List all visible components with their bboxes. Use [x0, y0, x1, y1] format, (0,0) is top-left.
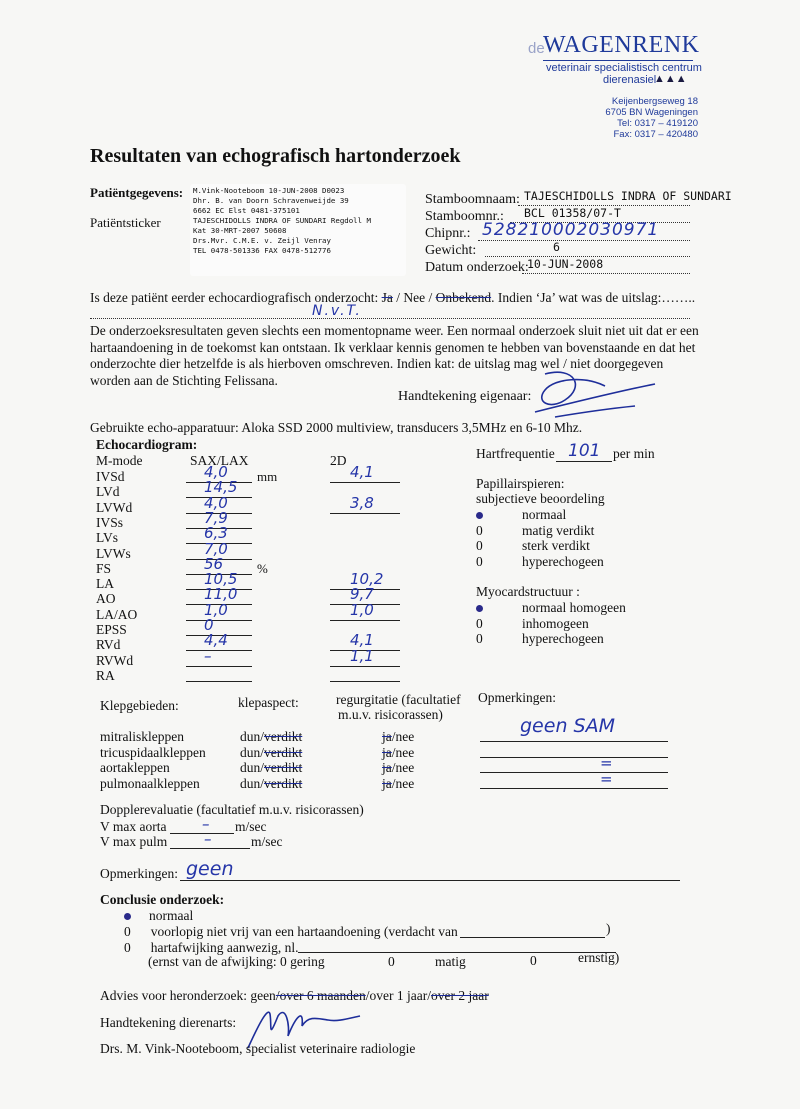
echo-sax-value: 14,5 — [204, 478, 238, 497]
advice-label: Advies voor heronderzoek: — [100, 988, 251, 1003]
echo-row-label: FS — [96, 560, 112, 576]
advice-1j: /over 1 jaar/ — [365, 988, 432, 1003]
disclaimer-line: worden aan de Stichting Felissana. — [90, 372, 278, 388]
prior-option-nee: / Nee / — [392, 290, 436, 305]
col-mmode: M-mode — [96, 453, 143, 468]
echo-row-label: LA/AO — [96, 606, 138, 622]
echo-sax-value: 7,9 — [204, 508, 228, 527]
conclusion-opt2-label: voorlopig niet vrij van een hartaandoening (verdacht van — [150, 924, 458, 939]
radio-zero: 0 — [476, 538, 483, 553]
doppler-aorta-unit: m/sec — [235, 819, 267, 834]
valve-aspect-verdikt: verdikt — [264, 729, 303, 744]
patient-sticker-label: Patiëntsticker — [90, 215, 161, 230]
doppler-aorta-label: V max aorta — [100, 819, 167, 834]
datum-line — [522, 273, 690, 274]
unit-mm: mm — [257, 469, 278, 484]
echo-2d-value: 1,0 — [350, 600, 374, 619]
valve-label: mitraliskleppen — [100, 729, 184, 744]
radio-zero: 0 — [124, 924, 131, 939]
echo-sax-value: 4,0 — [204, 493, 228, 512]
stamboomnaam-value: TAJESCHIDOLLS INDRA OF SUNDARI — [524, 189, 732, 203]
valve-label: aortakleppen — [100, 760, 170, 775]
doppler-pulm-unit: m/sec — [251, 834, 283, 849]
sticker-line: Kat 30-MRT-2007 50608 — [193, 226, 287, 235]
papillary-option: sterk verdikt — [522, 538, 590, 553]
remarks-line — [180, 880, 680, 881]
sticker-line: Drs.Mvr. C.M.E. v. Zeijl Venray — [193, 236, 331, 245]
papillary-option: normaal — [522, 507, 567, 522]
papillary-option: matig verdikt — [522, 522, 595, 538]
valve-reg-ja: ja — [382, 775, 392, 791]
col-sax: SAX/LAX — [190, 453, 249, 468]
echo-2d-value: 3,8 — [350, 493, 374, 512]
valve-aspect — [240, 729, 302, 745]
selected-radio-icon — [124, 913, 131, 920]
myocard-heading: Myocardstructuur : — [476, 584, 580, 599]
echo-sax-value: 10,5 — [204, 570, 238, 589]
echo-2d-value: 10,2 — [350, 570, 384, 589]
echo-row-label: EPSS — [96, 622, 127, 637]
valve-regurgitation — [382, 745, 414, 761]
valve-reg-ja: ja — [382, 760, 392, 775]
logo-address — [600, 96, 698, 140]
conclusion-opt2-line — [460, 937, 605, 938]
logo-underline — [543, 60, 693, 61]
valve-regurgitation — [382, 760, 414, 776]
conclusion-opt1-label: normaal — [149, 908, 194, 923]
radio-zero: 0 — [476, 553, 483, 569]
echo-row-label: IVSd — [96, 469, 125, 484]
echo-2d-line — [330, 666, 400, 667]
echo-row-label: RVd — [96, 637, 121, 653]
valves-col3a: regurgitatie (facultatief — [336, 692, 461, 707]
valve-label: tricuspidaalkleppen — [100, 744, 206, 760]
valves-col1: Klepgebieden: — [100, 698, 179, 713]
prior-option-onbekend: Onbekend — [435, 290, 492, 305]
page-title: Resultaten van echografisch hartonderzoek — [90, 145, 461, 167]
heart-rate-label: Hartfrequentie — [476, 446, 555, 461]
papillary-option: hyperechogeen — [522, 553, 604, 569]
echo-2d-line — [330, 620, 400, 621]
echo-sax-line — [186, 650, 252, 651]
valve-reg-nee: /nee — [391, 729, 415, 744]
disclaimer-line: onderzochte dier hetzelfde is als hierboven omschreven. Indien kat: de uitslag mag wel / niet doorgegeven — [90, 356, 664, 371]
valve-remark: geen SAM — [520, 715, 615, 737]
prior-answer-line — [90, 318, 690, 319]
logo-name: WAGENRENK — [543, 32, 700, 58]
valve-regurgitation — [382, 729, 414, 745]
doppler-pulm-line — [170, 848, 250, 849]
selected-radio-icon — [476, 512, 483, 519]
valve-regurgitation — [382, 776, 414, 792]
valve-remark-line — [480, 772, 668, 773]
echo-2d-line — [330, 681, 400, 682]
valve-reg-nee: /nee — [391, 744, 415, 760]
severity-gering: gering — [290, 954, 325, 969]
gewicht-label: Gewicht: — [425, 243, 477, 258]
valve-aspect-dun: dun/ — [240, 775, 265, 791]
heart-rate-unit: per min — [613, 446, 655, 461]
heart-rate-value: 101 — [568, 441, 601, 461]
owner-signature-label: Handtekening eigenaar: — [398, 389, 532, 404]
echo-2d-value: 4,1 — [350, 463, 374, 481]
echo-heading: Echocardiogram: — [96, 437, 198, 452]
echo-sax-line — [186, 620, 252, 621]
myocard-option: normaal homogeen — [522, 600, 626, 615]
valve-aspect — [240, 760, 302, 776]
echo-sax-line — [186, 666, 252, 667]
echo-row-label: LVs — [96, 530, 119, 546]
echo-row-label: LVWs — [96, 545, 131, 561]
conclusion-opt3-line — [298, 952, 616, 953]
radio-zero: 0 — [476, 631, 483, 646]
conclusion-opt2-close: ) — [606, 921, 611, 936]
valves-col2: klepaspect: — [238, 695, 299, 710]
patient-label: Patiëntgegevens: — [90, 185, 184, 200]
address-line: Fax: 0317 – 420480 — [613, 129, 698, 140]
address-line: Keijenbergseweg 18 — [611, 96, 698, 107]
heart-rate-line — [556, 461, 612, 462]
valve-aspect — [240, 745, 302, 761]
valve-aspect-verdikt: verdikt — [264, 760, 303, 775]
echo-sax-value: 4,0 — [204, 463, 228, 481]
radio-zero: 0 — [476, 615, 483, 631]
echo-2d-line — [330, 482, 400, 483]
echo-row-label: AO — [96, 591, 116, 607]
prior-option-ja: Ja — [381, 290, 393, 305]
sticker-line: M.Vink-Nooteboom 10-JUN-2008 D0023 — [193, 186, 345, 195]
patient-sticker — [190, 184, 406, 276]
doppler-aorta-value: – — [202, 815, 210, 833]
valve-remark-line — [480, 788, 668, 789]
col-2d: 2D — [330, 453, 347, 468]
echo-2d-line — [330, 513, 400, 514]
echo-sax-value: 11,0 — [204, 585, 238, 604]
remarks-value: geen — [186, 858, 234, 880]
valve-label: pulmonaalkleppen — [100, 775, 200, 791]
valve-aspect-verdikt: verdikt — [264, 744, 303, 760]
disclaimer-line: De onderzoeksresultaten geven slechts een momentopname weer. Een normaal onderzoek sluit niet uit dat er een — [90, 323, 699, 338]
severity-zero: 0 — [279, 954, 287, 969]
conclusion-severity — [148, 954, 325, 970]
echo-sax-value: 0 — [204, 616, 214, 634]
sticker-line: TAJESCHIDOLLS INDRA OF SUNDARI Regdoll M — [193, 216, 371, 225]
echo-row-label: LVd — [96, 484, 120, 500]
vet-signature-label: Handtekening dierenarts: — [100, 1015, 237, 1030]
equipment-text: Gebruikte echo-apparatuur: Aloka SSD 2000 multiview, transducers 3,5MHz en 6-10 Mhz. — [90, 420, 583, 435]
conclusion-opt2 — [124, 924, 458, 940]
chipnr-label: Chipnr.: — [425, 226, 471, 241]
valve-remark: = — [600, 754, 613, 772]
valve-aspect — [240, 776, 302, 792]
echo-2d-value: 4,1 — [350, 631, 374, 650]
echo-sax-value: 4,4 — [204, 631, 228, 650]
prior-question-text: Is deze patiënt eerder echocardiografisch onderzocht: — [90, 290, 382, 305]
echo-row-label: RA — [96, 667, 115, 683]
advice-geen: geen — [250, 988, 276, 1003]
myocard-option: hyperechogeen — [522, 631, 604, 646]
conclusion-heading: Conclusie onderzoek: — [100, 892, 225, 907]
valve-reg-nee: /nee — [391, 760, 415, 775]
prior-question — [90, 290, 695, 306]
doppler-pulm-value: – — [204, 830, 212, 848]
address-line: Tel: 0317 – 419120 — [617, 118, 698, 129]
echo-2d-value: 9,7 — [350, 585, 374, 604]
echo-sax-value: 7,0 — [204, 539, 228, 558]
selected-radio-icon — [476, 605, 483, 612]
doppler-pulm-label: V max pulm — [100, 834, 168, 849]
valve-aspect-verdikt: verdikt — [264, 775, 303, 791]
severity-label: (ernst van de afwijking: — [148, 954, 277, 969]
vet-name: Drs. M. Vink-Nooteboom, specialist veterinaire radiologie — [100, 1041, 416, 1056]
severity-ernstig-zero: 0 — [530, 953, 537, 968]
valve-aspect-dun: dun/ — [240, 760, 265, 775]
sticker-line: TEL 0478-501336 FAX 0478-512776 — [193, 246, 331, 255]
unit-pct: % — [257, 561, 268, 576]
echo-sax-value: 6,3 — [204, 524, 228, 543]
papillary-subheading: subjectieve beoordeling — [476, 491, 605, 506]
valve-remark: = — [600, 769, 613, 788]
valve-remark-line — [480, 741, 668, 742]
logo-line2: dierenasiel — [603, 74, 657, 86]
severity-matig-zero: 0 — [388, 954, 395, 969]
advice-6m: /over 6 maanden — [275, 988, 366, 1003]
echo-sax-line — [186, 681, 252, 682]
conclusion-opt3-label: hartafwijking aanwezig, nl. — [150, 940, 299, 955]
chipnr-value: 528210002030971 — [482, 220, 660, 240]
valve-aspect-dun: dun/ — [240, 729, 265, 744]
echo-row-label: LA — [96, 576, 114, 592]
gewicht-value: 6 — [553, 240, 560, 254]
valve-reg-ja: ja — [382, 729, 392, 744]
stamboomnr-label: Stamboomnr.: — [425, 209, 504, 224]
valves-col3b: m.u.v. risicorassen) — [338, 707, 443, 722]
sticker-line: Dhr. B. van Doorn Schravenweijde 39 — [193, 196, 349, 205]
stamboomnr-value: BCL 01358/07-T — [524, 206, 621, 220]
sticker-line: 6662 EC Elst 0481-375101 — [193, 206, 300, 215]
radio-zero: 0 — [476, 522, 483, 538]
echo-2d-value: 1,1 — [350, 646, 374, 665]
stamboomnaam-label: Stamboomnaam: — [425, 192, 520, 207]
conclusion-opt1 — [124, 908, 193, 924]
doppler-aorta-line — [170, 833, 234, 834]
doppler-heading: Dopplerevaluatie (facultatief m.u.v. risicorassen) — [100, 802, 364, 817]
chipnr-line — [478, 240, 690, 241]
valve-remark-line — [480, 757, 668, 758]
valve-reg-ja: ja — [382, 744, 392, 760]
remarks-label: Opmerkingen: — [100, 866, 178, 881]
logo-line1: veterinair specialistisch centrum — [546, 62, 702, 74]
disclaimer-line: hartaandoening in de toekomst kan ontstaan. Ik verklaar kennis genomen te hebben van bovenstaande en dat het — [90, 339, 696, 355]
severity-ernstig: ernstig) — [578, 950, 620, 965]
valve-reg-nee: /nee — [391, 775, 415, 791]
valve-aspect-dun: dun/ — [240, 744, 265, 760]
prior-question-tail: . Indien ‘Ja’ wat was de uitslag:…….. — [491, 290, 696, 305]
echo-sax-value: – — [204, 646, 212, 665]
myocard-option: inhomogeen — [522, 615, 589, 631]
radio-zero: 0 — [124, 940, 131, 955]
echo-sax-value: 1,0 — [204, 600, 228, 619]
datum-value: 10-JUN-2008 — [527, 257, 604, 271]
echo-sax-value: 56 — [204, 554, 224, 573]
echo-row-label: IVSs — [96, 514, 124, 530]
papillary-heading: Papillairspieren: — [476, 476, 565, 491]
logo-triangles-icon: ▲▲▲ — [654, 73, 687, 85]
severity-matig: matig — [435, 954, 466, 969]
logo-prefix: de — [528, 40, 545, 57]
advice-2j: over 2 jaar — [431, 988, 489, 1003]
datum-label: Datum onderzoek: — [425, 260, 529, 275]
address-line: 6705 BN Wageningen — [605, 107, 698, 118]
echo-row-label: RVWd — [96, 652, 134, 668]
valves-col4: Opmerkingen: — [478, 690, 556, 705]
prior-answer: N.v.T. — [312, 303, 362, 319]
echo-row-label: LVWd — [96, 499, 133, 515]
